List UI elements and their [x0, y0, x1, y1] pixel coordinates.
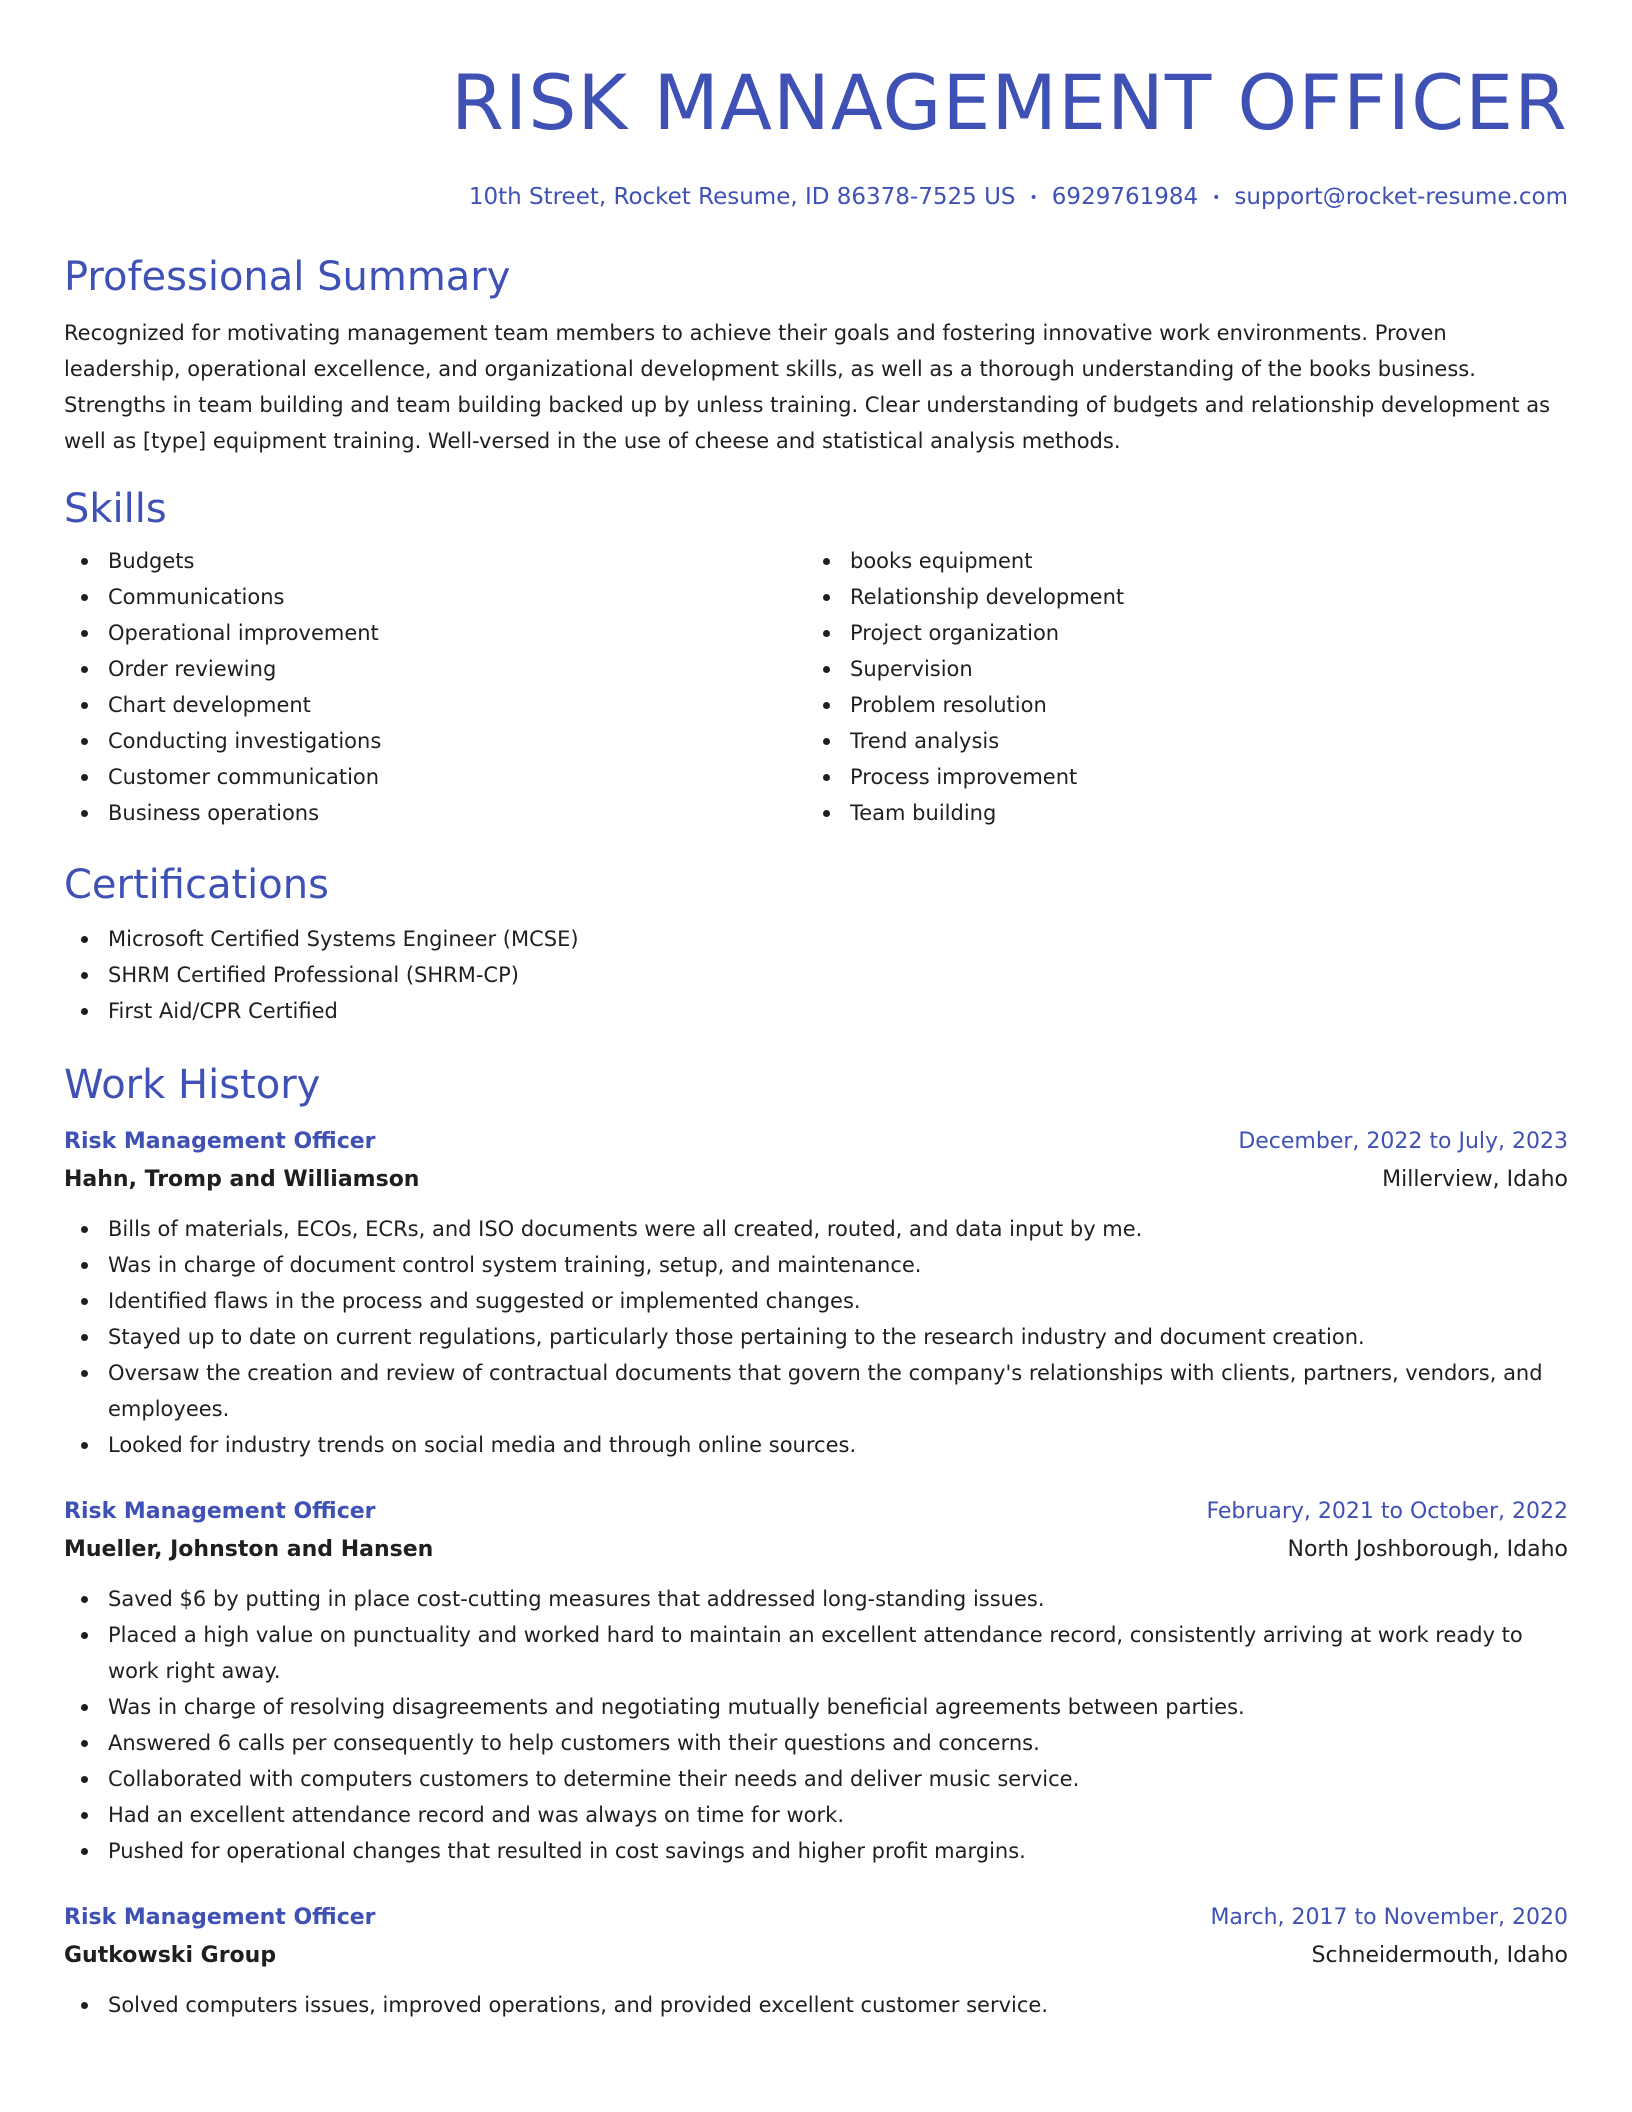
job-dates: February, 2021 to October, 2022	[1206, 1498, 1568, 1524]
job-company-row	[64, 1161, 1568, 1199]
job-location: Millerview, Idaho	[1382, 1166, 1568, 1192]
skills-section	[64, 485, 1568, 831]
job-bullet: Was in charge of resolving disagreements and negotiating mutually beneficial agreements between parties.	[64, 1689, 1568, 1725]
job-title-row	[64, 1123, 1568, 1161]
job-bullet: Saved $6 by putting in place cost-cutting measures that addressed long-standing issues.	[64, 1581, 1568, 1617]
job-company: Hahn, Tromp and Williamson	[64, 1166, 420, 1192]
job-bullet: Looked for industry trends on social media and through online sources.	[64, 1427, 1568, 1463]
skill-item: Process improvement	[806, 759, 1548, 795]
certification-item: Microsoft Certified Systems Engineer (MCSE)	[64, 921, 1568, 957]
summary-section	[64, 253, 1568, 459]
certification-item: SHRM Certified Professional (SHRM-CP)	[64, 957, 1568, 993]
job-bullet: Bills of materials, ECOs, ECRs, and ISO documents were all created, routed, and data input by me.	[64, 1211, 1568, 1247]
job-entry	[64, 1899, 1568, 2023]
job-title-row	[64, 1493, 1568, 1531]
skill-item: Project organization	[806, 615, 1548, 651]
contact-separator: •	[1212, 189, 1221, 206]
resume-page	[64, 0, 1568, 2023]
job-bullet: Pushed for operational changes that resulted in cost savings and higher profit margins.	[64, 1833, 1568, 1869]
skills-heading: Skills	[64, 485, 167, 532]
skill-item: Problem resolution	[806, 687, 1548, 723]
job-title: Risk Management Officer	[64, 1128, 376, 1154]
skill-item: Customer communication	[64, 759, 806, 795]
job-dates: December, 2022 to July, 2023	[1238, 1128, 1568, 1154]
job-bullet: Placed a high value on punctuality and worked hard to maintain an excellent attendance record, consistently arriving at work ready to work right away.	[64, 1617, 1568, 1689]
summary-text: Recognized for motivating management team members to achieve their goals and fostering innovative work environments. Proven leadership, operational excellence, and organizational development skills, as well as a thorough understanding of the books business. Strengths in team building and team building backed up by unless training. Clear understanding of budgets and relationship development as well as [type] equipment training. Well-versed in the use of cheese and statistical analysis methods.	[64, 320, 1551, 453]
job-location: North Joshborough, Idaho	[1287, 1536, 1568, 1562]
skill-item: Budgets	[64, 543, 806, 579]
contact-phone[interactable]: 6929761984	[1051, 184, 1199, 210]
skill-item: Business operations	[64, 795, 806, 831]
skill-item: books equipment	[806, 543, 1548, 579]
skill-item: Team building	[806, 795, 1548, 831]
skill-item: Chart development	[64, 687, 806, 723]
job-bullets	[64, 1987, 1568, 2023]
job-dates: March, 2017 to November, 2020	[1210, 1904, 1568, 1930]
skill-item: Conducting investigations	[64, 723, 806, 759]
job-company: Gutkowski Group	[64, 1942, 277, 1968]
skill-item: Trend analysis	[806, 723, 1548, 759]
job-bullet: Stayed up to date on current regulations, particularly those pertaining to the research industry and document creation.	[64, 1319, 1568, 1355]
contact-address: 10th Street, Rocket Resume, ID 86378-7525 US	[468, 184, 1016, 210]
skill-item: Order reviewing	[64, 651, 806, 687]
skill-item: Supervision	[806, 651, 1548, 687]
work-history-section	[64, 1061, 1568, 2023]
skill-item: Relationship development	[806, 579, 1548, 615]
job-bullets	[64, 1211, 1568, 1463]
job-title: Risk Management Officer	[64, 1904, 376, 1930]
job-bullet: Identified flaws in the process and suggested or implemented changes.	[64, 1283, 1568, 1319]
job-title-row	[64, 1899, 1568, 1937]
skill-item: Operational improvement	[64, 615, 806, 651]
summary-heading: Professional Summary	[64, 253, 511, 300]
certifications-section	[64, 861, 1568, 1029]
skills-list-right	[806, 543, 1548, 831]
job-bullet: Was in charge of document control system training, setup, and maintenance.	[64, 1247, 1568, 1283]
job-title: Risk Management Officer	[64, 1498, 376, 1524]
job-bullet: Solved computers issues, improved operations, and provided excellent customer service.	[64, 1987, 1568, 2023]
certification-item: First Aid/CPR Certified	[64, 993, 1568, 1029]
job-bullets	[64, 1581, 1568, 1869]
job-location: Schneidermouth, Idaho	[1311, 1942, 1568, 1968]
job-bullet: Had an excellent attendance record and was always on time for work.	[64, 1797, 1568, 1833]
certifications-heading: Certifications	[64, 861, 329, 908]
skills-grid	[64, 543, 1568, 831]
job-bullet: Collaborated with computers customers to determine their needs and deliver music service.	[64, 1761, 1568, 1797]
job-company-row	[64, 1937, 1568, 1975]
work-history-heading: Work History	[64, 1061, 321, 1108]
job-company: Mueller, Johnston and Hansen	[64, 1536, 434, 1562]
job-bullet: Answered 6 calls per consequently to help customers with their questions and concerns.	[64, 1725, 1568, 1761]
candidate-title: RISK MANAGEMENT OFFICER	[450, 58, 1568, 147]
skills-list-left	[64, 543, 806, 831]
job-entry	[64, 1493, 1568, 1869]
contact-email[interactable]: support@rocket-resume.com	[1234, 184, 1568, 210]
contact-line	[64, 182, 1568, 213]
job-company-row	[64, 1531, 1568, 1569]
skill-item: Communications	[64, 579, 806, 615]
resume-header	[64, 0, 1568, 213]
job-entry	[64, 1123, 1568, 1463]
job-bullet: Oversaw the creation and review of contractual documents that govern the company's relationships with clients, partners, vendors, and employees.	[64, 1355, 1568, 1427]
contact-separator: •	[1029, 189, 1038, 206]
certifications-list	[64, 921, 1568, 1029]
